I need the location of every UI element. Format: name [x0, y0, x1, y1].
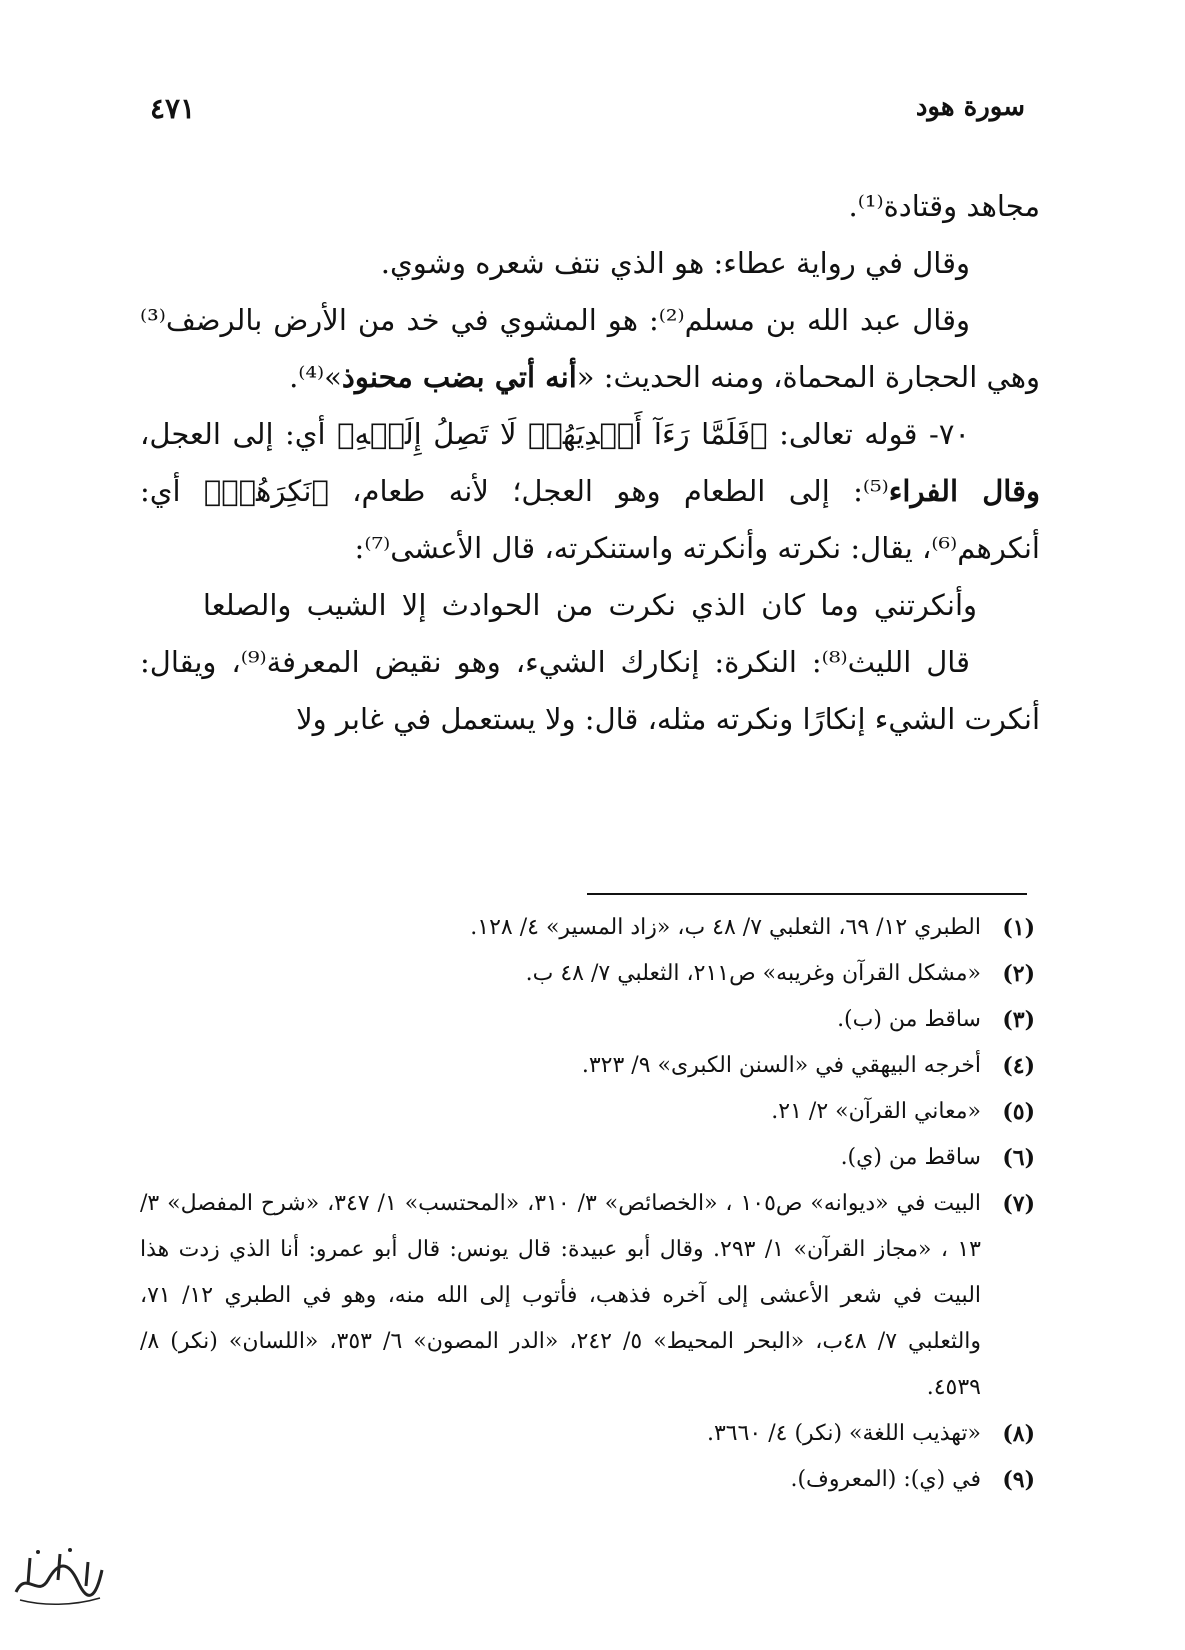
- footnote: [140, 1135, 1035, 1181]
- footnote-text: ساقط من (ب).: [837, 1007, 981, 1032]
- poetry-verse: وأنكرتني وما كان الذي نكرت من الحوادث إلا الشيب والصلعا: [202, 588, 978, 622]
- text-paragraph-ibn-muslim: [140, 292, 1040, 406]
- footnote-text: في (ي): (المعروف).: [790, 1467, 981, 1492]
- footnote-text: «معاني القرآن» ٢/ ٢١.: [771, 1099, 981, 1124]
- calligraphy-logo: [8, 1540, 108, 1610]
- footnote-text: البيت في «ديوانه» ص١٠٥ ، «الخصائص» ٣/ ٣١٠، «المحتسب» ١/ ٣٤٧، «شرح المفصل» ٣/ ١٣ ، «مجاز القرآن» ١/ ٢٩٣. وقال أبو عبيدة: قال يونس: قال أبو عمرو: أنا الذي زدت هذا البيت في شعر الأعشى إلى آخره فذهب، فأتوب إلى الله منه، وهو في الطبري ١٢/ ٧١، والثعلبي ٧/ ٤٨ب، «البحر المحيط» ٥/ ٢٤٢، «الدر المصون» ٦/ ٣٥٣، «اللسان» (نكر) ٨/ ٤٥٣٩.: [140, 1191, 982, 1400]
- footnote-text: «تهذيب اللغة» (نكر) ٤/ ٣٦٦٠.: [706, 1421, 981, 1446]
- footnote-divider: [587, 893, 1027, 895]
- footnote: [140, 905, 1035, 951]
- footnote-number: (٧): [1002, 1191, 1035, 1217]
- paragraph-text: »⁽⁴⁾.: [289, 360, 342, 394]
- footnote: [140, 1181, 1035, 1411]
- page-number: ٤٧١: [150, 92, 196, 125]
- footnote-number: (٣): [1002, 1007, 1035, 1033]
- footnote-text: الطبري ١٢/ ٦٩، الثعلبي ٧/ ٤٨ ب، «زاد المسير» ٤/ ١٢٨.: [470, 915, 981, 940]
- footnote: [140, 997, 1035, 1043]
- paragraph-text: ⁽⁵⁾: إلى الطعام وهو العجل؛ لأنه طعام، ﴿نَكِرَهُمۡ﴾ أي: أنكرهم⁽⁶⁾، يقال: نكرته وأنكرته واستنكرته، قال الأعشى⁽⁷⁾:: [140, 474, 1040, 565]
- footnote-number: (٤): [1002, 1053, 1035, 1079]
- footnote-text: «مشكل القرآن وغريبه» ص٢١١، الثعلبي ٧/ ٤٨ ب.: [525, 961, 981, 986]
- footnote: [140, 951, 1035, 997]
- footnote-number: (٢): [1002, 961, 1035, 987]
- paragraph-text: ٧٠- قوله تعالى: ﴿فَلَمَّا رَءَآ أَيۡدِيَهُمۡ لَا تَصِلُ إِلَيۡهِ﴾ أي: إلى العجل،: [140, 417, 971, 451]
- footnote-text: ساقط من (ي).: [840, 1145, 981, 1170]
- text-paragraph-ata: وقال في رواية عطاء: هو الذي نتف شعره وشوي.: [380, 246, 970, 280]
- footnote-number: (٩): [1002, 1467, 1035, 1493]
- footnote-number: (٥): [1002, 1099, 1035, 1125]
- text-paragraph-layth: قال الليث⁽⁸⁾: النكرة: إنكارك الشيء، وهو نقيض المعرفة⁽⁹⁾، ويقال: أنكرت الشيء إنكارًا ونكرته مثله، قال: ولا يستعمل في غابر ولا: [140, 645, 1040, 736]
- chapter-title: سورة هود: [915, 92, 1025, 122]
- footnote: [140, 1043, 1035, 1089]
- footnote-number: (١): [1002, 915, 1035, 941]
- footnote-text: أخرجه البيهقي في «السنن الكبرى» ٩/ ٣٢٣.: [581, 1053, 981, 1078]
- paragraph-text: وقال عبد الله بن مسلم⁽²⁾: هو المشوي في خد من الأرض بالرضف⁽³⁾ وهي الحجارة المحماة، ومنه الحديث: «: [140, 303, 1040, 394]
- footnote: [140, 1089, 1035, 1135]
- main-text: [140, 178, 1040, 748]
- bold-phrase: وقال الفراء: [888, 474, 1040, 508]
- footnote-number: (٨): [1002, 1421, 1035, 1447]
- hadith-quote: أنه أتي بضب محنوذ: [341, 360, 577, 394]
- footnotes: [140, 905, 1035, 1503]
- footnote: [140, 1411, 1035, 1457]
- text-line-1: مجاهد وقتادة⁽¹⁾.: [848, 189, 1040, 223]
- text-paragraph-verse-70: [140, 406, 1040, 577]
- footnote-number: (٦): [1002, 1145, 1035, 1171]
- footnote: [140, 1457, 1035, 1503]
- page-header: [150, 92, 1025, 132]
